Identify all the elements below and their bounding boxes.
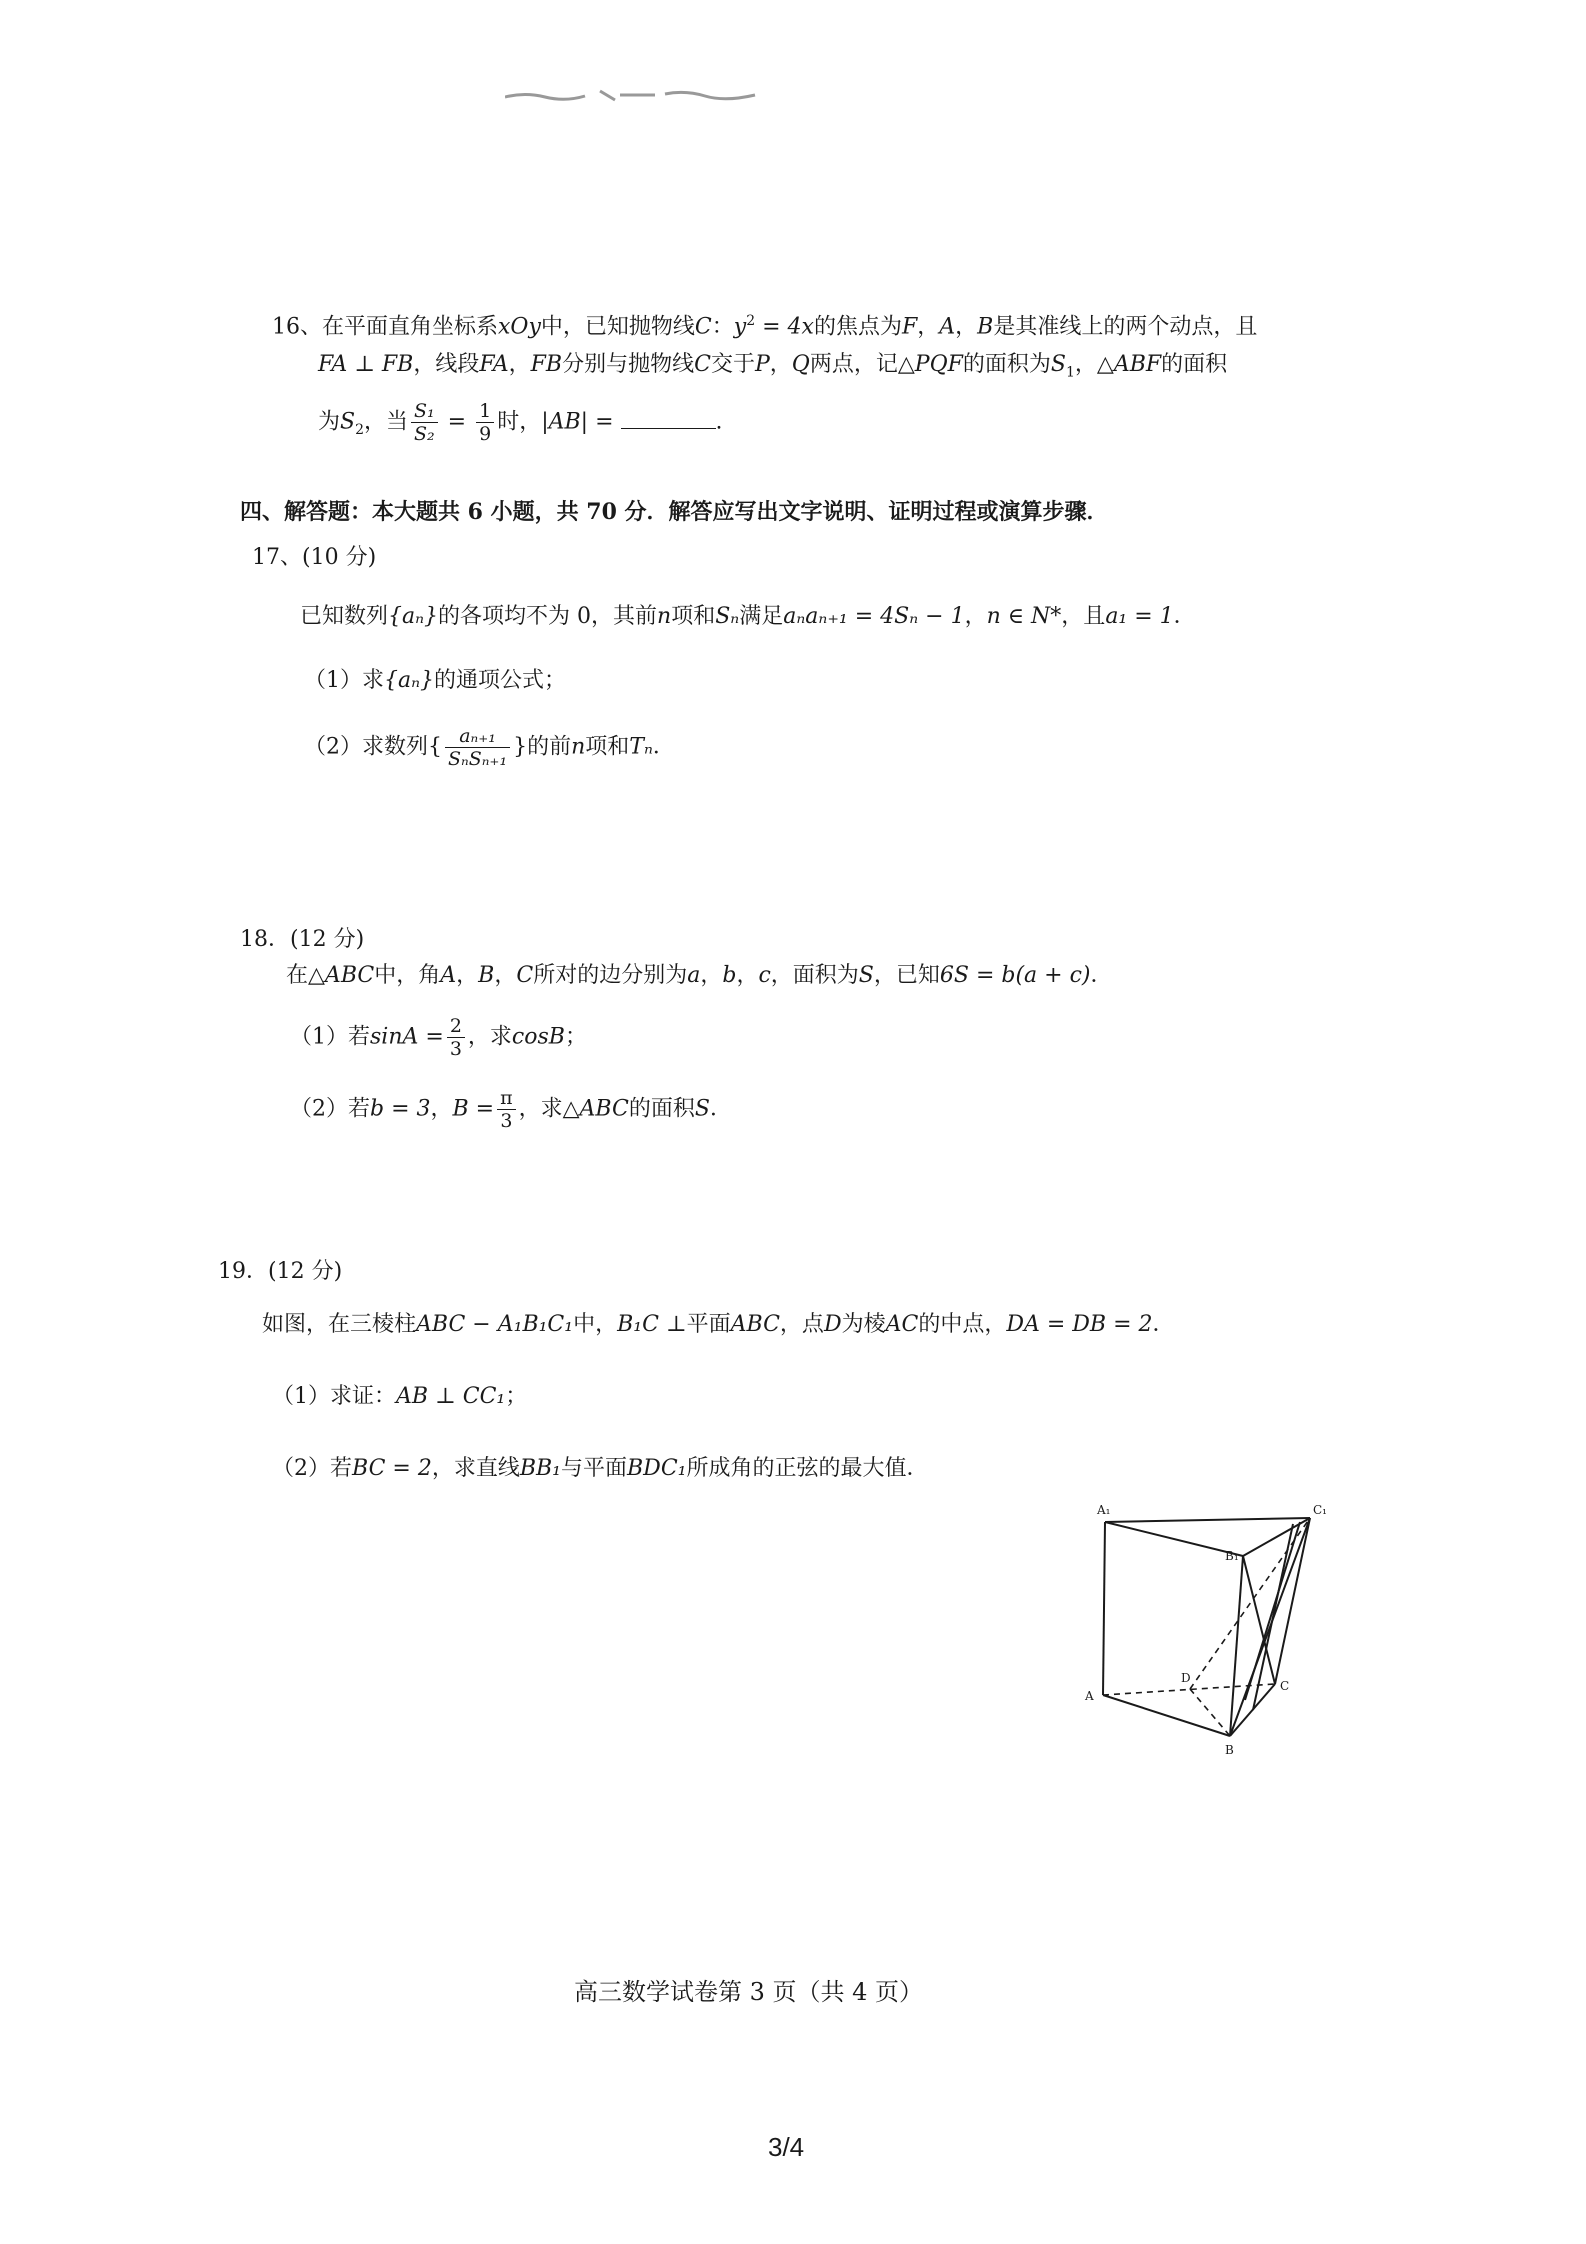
q17-fraction: $\frac{\text{aₙ₊₁}}{\text{SₙSₙ₊₁}}$ (445, 725, 510, 770)
label-B: B (1225, 1743, 1234, 1757)
q18-sin-fraction: $\frac{2}{3}$ (447, 1015, 465, 1060)
q16-ratio-fraction: $\frac{\text{S₁}}{\text{S₂}}$ (411, 400, 438, 445)
q17-title: 17、(10 分) (252, 545, 377, 570)
edge-BC (1230, 1684, 1275, 1736)
label-C1: C₁ (1313, 1503, 1327, 1517)
q18-angle-fraction: $\frac{\pi}{3}$ (497, 1087, 516, 1132)
q16-line2: FA ⊥ FB，线段FA，FB分别与抛物线C交于P，Q两点，记△PQF的面积为$S_1$，△ABF的面积 (318, 352, 1228, 381)
page-indicator: 3/4 (768, 2132, 805, 2162)
q16-number: 16、 (272, 314, 322, 340)
q19-stem: 如图，在三棱柱ABC − A₁B₁C₁中，B₁C ⊥平面ABC，点D为棱AC的中点，DA = DB = 2． (262, 1312, 1175, 1337)
q17-part1: （1）求{aₙ}的通项公式； (304, 668, 567, 693)
q16-line1: 16、在平面直角坐标系xOy中，已知抛物线C：$y^2 = 4x$的焦点为F，A，B是其准线上的两个动点，且 (272, 313, 1258, 340)
q18-stem: 在△ABC中，角A，B，C所对的边分别为a，b，c，面积为S，已知6S = b(a + c)． (286, 963, 1113, 988)
q16-answer-blank[interactable] (621, 408, 716, 429)
q18-part2: （2）若b = 3，B = $\frac{\pi}{3}$ ，求△ABC的面积S． (290, 1087, 732, 1132)
page-footer: 高三数学试卷第 3 页（共 4 页） (574, 1978, 924, 2006)
edge-AA1 (1103, 1522, 1105, 1695)
q16-line3: 为$S_2$，当 $\frac{\text{S₁}}{\text{S₂}}$ = $\frac{1}{9}$ 时，|AB| = . (318, 400, 723, 445)
q18-part1: （1）若sinA = $\frac{2}{3}$ ，求cosB； (290, 1015, 587, 1060)
prism-figure (1075, 1500, 1335, 1770)
label-B1: B₁ (1225, 1549, 1239, 1563)
q17-stem: 已知数列{aₙ}的各项均不为 0，其前n项和Sₙ满足aₙaₙ₊₁ = 4Sₙ − 1，n ∈ N*，且a₁ = 1． (300, 604, 1196, 629)
edge-BB1 (1230, 1556, 1243, 1736)
q19-part2: （2）若BC = 2，求直线BB₁与平面BDC₁所成角的正弦的最大值． (272, 1456, 929, 1481)
q19-part1: （1）求证：AB ⊥ CC₁； (272, 1384, 528, 1409)
scan-artifact (505, 88, 760, 102)
label-C: C (1280, 1679, 1290, 1693)
label-D: D (1181, 1671, 1191, 1685)
q18-title: 18．(12 分) (240, 927, 365, 952)
label-A1: A₁ (1097, 1503, 1111, 1517)
label-A: A (1085, 1689, 1094, 1703)
edge-A1B1 (1105, 1522, 1243, 1556)
edge-A1C1 (1105, 1518, 1310, 1522)
q16-value-fraction: $\frac{1}{9}$ (476, 400, 494, 445)
q19-title: 19．(12 分) (218, 1259, 343, 1284)
q17-part2: （2）求数列{ $\frac{\text{aₙ₊₁}}{\text{SₙSₙ₊₁}}$ }的前n项和Tₙ． (304, 725, 675, 770)
section4-heading: 四、解答题：本大题共 6 小题，共 70 分．解答应写出文字说明、证明过程或演算步骤． (240, 499, 1109, 525)
edge-AB (1103, 1695, 1230, 1736)
